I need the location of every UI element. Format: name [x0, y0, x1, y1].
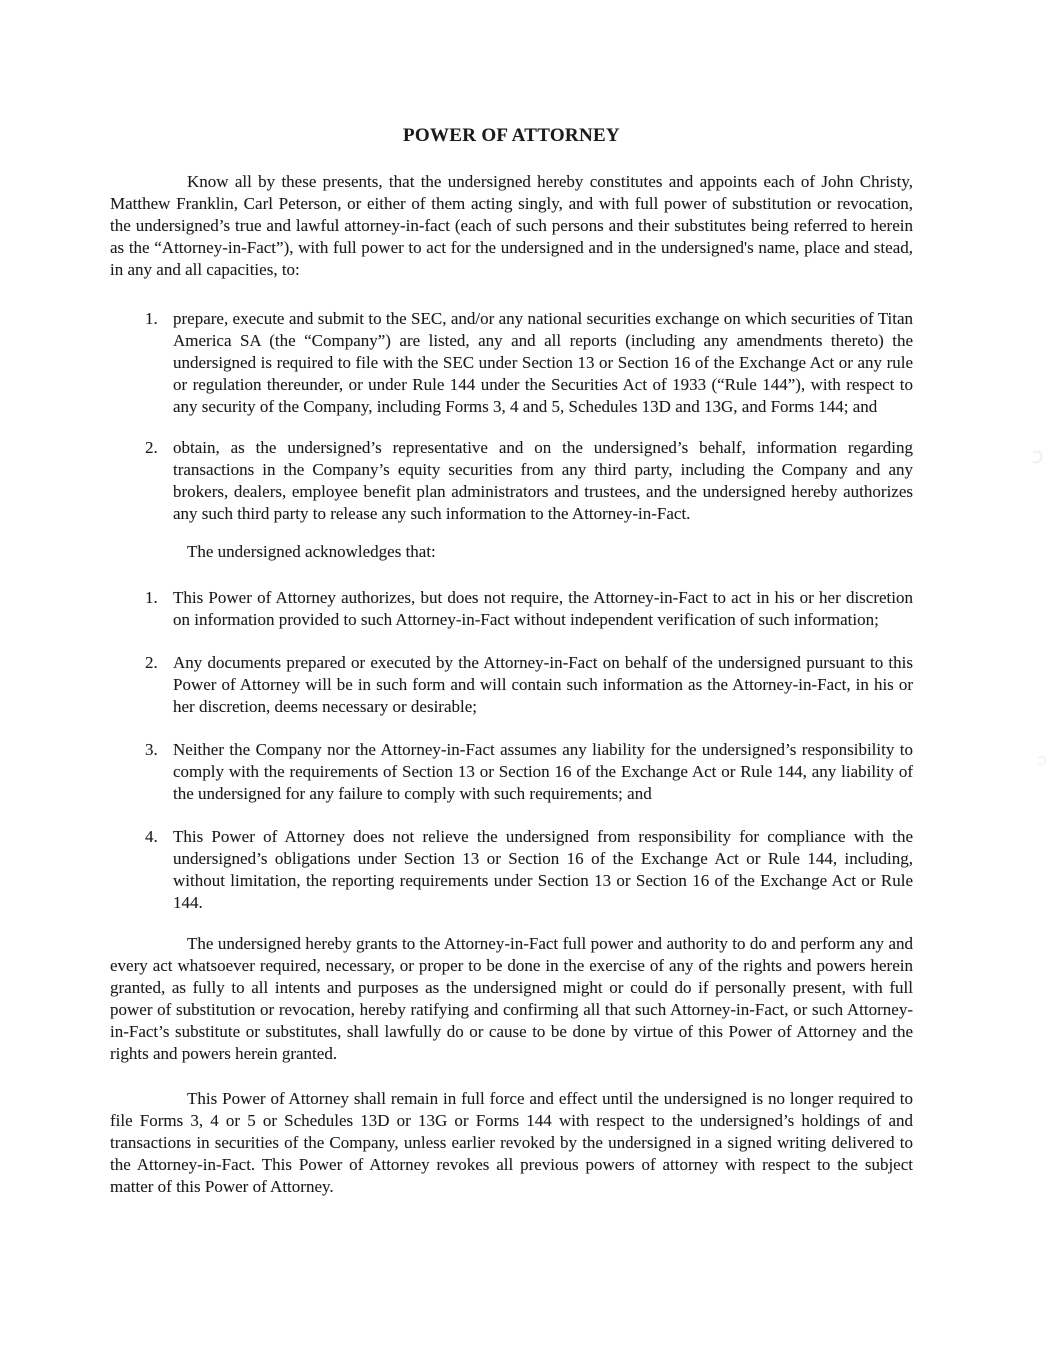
powers-list: [110, 308, 913, 525]
list-item: [110, 739, 913, 805]
scan-artifact: [1031, 451, 1042, 463]
list-item: [110, 308, 913, 418]
list-item-number: 2.: [145, 438, 158, 457]
opening-paragraph: Know all by these presents, that the undersigned hereby constitutes and appoints each of John Christy, Matthew Franklin, Carl Peterson, or either of them acting singly, and with full power of substitution or revocation, the undersigned’s true and lawful attorney-in-fact (each of such persons and their substitutes being referred to herein as the “Attorney-in-Fact”), with full power to act for the undersigned and in the undersigned's name, place and stead, in any and all capacities, to:: [110, 172, 913, 279]
list-item-text: prepare, execute and submit to the SEC, and/or any national securities exchange on which securities of Titan America SA (the “Company”) are listed, any and all reports (including any amendments thereto) the undersigned is required to file with the SEC under Section 13 or Section 16 of the Exchange Act or any rule or regulation thereunder, or under Rule 144 under the Securities Act of 1933 (“Rule 144”), with respect to any security of the Company, including Forms 3, 4 and 5, Schedules 13D and 13G, and Forms 144; and: [173, 309, 913, 416]
list-item-text: obtain, as the undersigned’s representative and on the undersigned’s behalf, information regarding transactions in the Company’s equity securities from any third party, including the Company and any brokers, dealers, employee benefit plan administrators and trustees, and the undersigned hereby authorizes any such third party to release any such information to the Attorney-in-Fact.: [173, 438, 913, 523]
list-item-number: 4.: [145, 827, 158, 846]
grant-paragraph: The undersigned hereby grants to the Attorney-in-Fact full power and authority to do and perform any and every act whatsoever required, necessary, or proper to be done in the exercise of any of the rights and powers herein granted, as fully to all intents and purposes as the undersigned might or could do if personally present, with full power of substitution or revocation, hereby ratifying and confirming all that such Attorney-in-Fact, or such Attorney-in-Fact’s substitute or substitutes, shall lawfully do or cause to be done by virtue of this Power of Attorney and the rights and powers herein granted.: [110, 934, 913, 1063]
acknowledgements-list: [110, 587, 913, 914]
list-item-number: 3.: [145, 740, 158, 759]
list-item: [110, 437, 913, 525]
list-item-number: 2.: [145, 653, 158, 672]
list-item-text: This Power of Attorney does not relieve the undersigned from responsibility for compliance with the undersigned’s obligations under Section 13 or Section 16 of the Exchange Act or Rule 144, including, without limitation, the reporting requirements under Section 13 or Section 16 of the Exchange Act or Rule 144.: [173, 827, 913, 912]
duration-paragraph: This Power of Attorney shall remain in full force and effect until the undersigned is no longer required to file Forms 3, 4 or 5 or Schedules 13D or 13G or Forms 144 with respect to the undersigned’s holdings of and transactions in securities of the Company, unless earlier revoked by the undersigned in a signed writing delivered to the Attorney-in-Fact. This Power of Attorney revokes all previous powers of attorney with respect to the subject matter of this Power of Attorney.: [110, 1089, 913, 1196]
document-title: POWER OF ATTORNEY: [403, 125, 620, 146]
list-item-text: Neither the Company nor the Attorney-in-Fact assumes any liability for the undersigned’s responsibility to comply with the requirements of Section 13 or Section 16 of the Exchange Act or Rule 144, any liability of the undersigned for any failure to comply with such requirements; and: [173, 740, 913, 803]
list-item-text: This Power of Attorney authorizes, but does not require, the Attorney-in-Fact to act in his or her discretion on information provided to such Attorney-in-Fact without independent verification of such information;: [173, 588, 913, 629]
list-item-text: Any documents prepared or executed by the Attorney-in-Fact on behalf of the undersigned pursuant to this Power of Attorney will be in such form and will contain such information as the Attorney-in-Fact, in his or her discretion, deems necessary or desirable;: [173, 653, 913, 716]
scan-artifact: [1036, 756, 1046, 765]
acknowledgement-intro: The undersigned acknowledges that:: [187, 542, 436, 561]
list-item: [110, 826, 913, 914]
list-item-number: 1.: [145, 309, 158, 328]
list-item: [110, 652, 913, 718]
list-item: [110, 587, 913, 631]
list-item-number: 1.: [145, 588, 158, 607]
